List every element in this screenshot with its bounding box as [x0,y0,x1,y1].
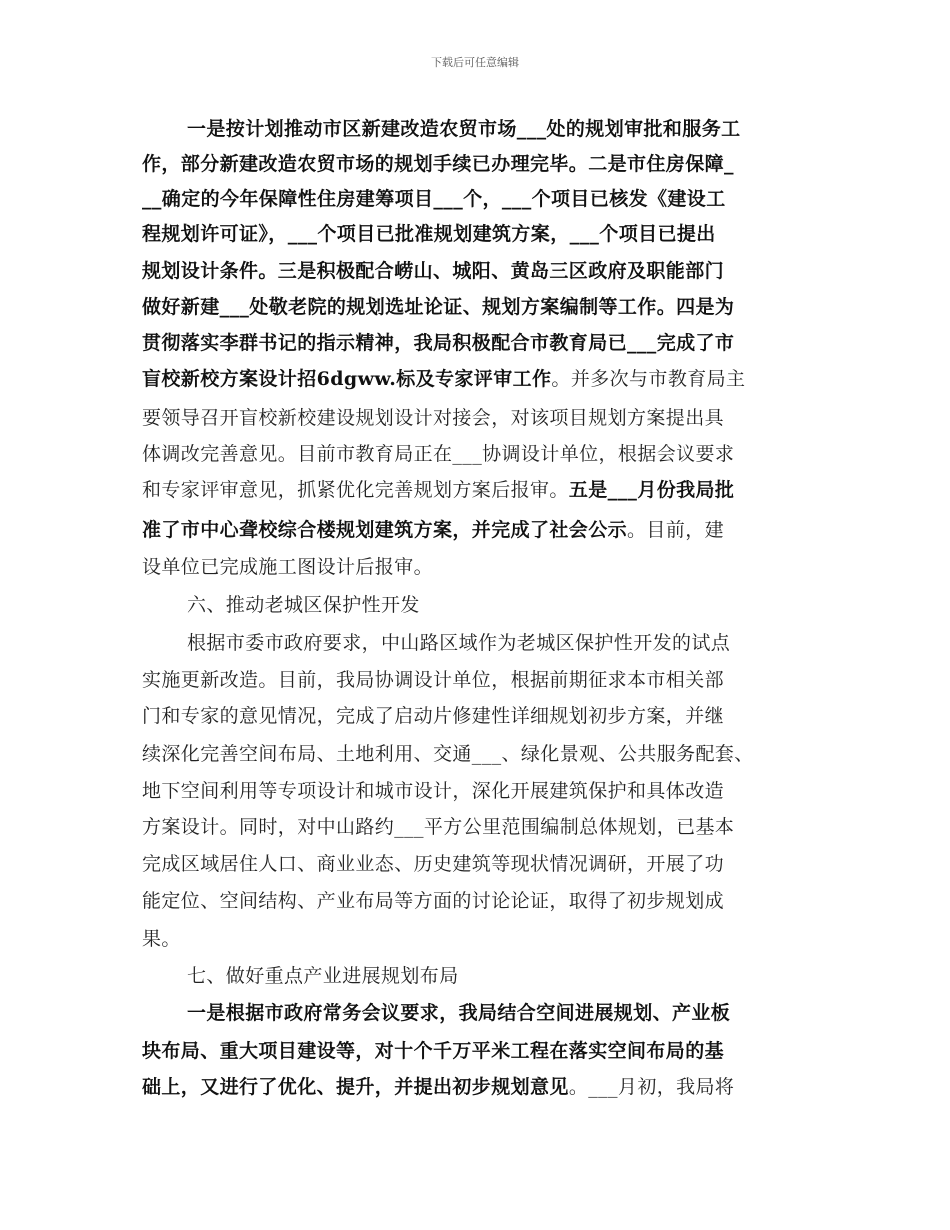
text-line [142,298,734,317]
text-line [142,409,724,428]
text-segment: 一是根据市政府常务会议要求，我局结合空间进展规划、产业板 [187,1002,731,1024]
text-segment: 实施更新改造。目前，我局协调设计单位，根据前期征求本市相关部 [142,669,725,691]
text-segment: 贯彻落实李群书记的指示精神，我局积极配合市教育局已___完成了市 [142,332,735,354]
text-segment: 果。 [142,928,181,950]
text-segment: 和专家评审意见，抓紧优化完善规划方案后报审。 [142,479,569,501]
text-segment: 程规划许可证》，___个项目已批准规划建筑方案，___个项目已提出 [142,223,716,245]
text-segment: 。目前，建 [627,519,725,541]
text-segment: 。并多次与市教育局主 [551,368,746,390]
text-segment: 地下空间利用等专项设计和城市设计，深化开展建筑保护和具体改造 [142,780,725,802]
text-segment: 设单位已完成施工图设计后报审。 [142,556,434,578]
text-line [142,707,724,726]
text-line [142,930,181,949]
text-segment: 体调改完善意见。目前市教育局正在___协调设计单位，根据会议要求 [142,443,735,465]
text-segment: 一是按计划推动市区新建改造农贸市场___处的规划审批和服务工 [187,118,741,140]
text-segment: 能定位、空间结构、产业布局等方面的讨论论证，取得了初步规划成 [142,890,725,912]
text-segment: 规划设计条件。三是积极配合崂山、城阳、黄岛三区政府及职能部门 [142,260,725,282]
text-line [142,262,724,281]
text-line [142,334,734,353]
text-segment: 六、推动老城区保护性开发 [187,594,420,616]
text-line [142,1042,724,1061]
text-line [142,190,726,209]
text-segment: 根据市委市政府要求，中山路区域作为老城区保护性开发的试点 [187,632,731,654]
text-line [187,634,730,653]
text-segment: 门和专家的意见情况，完成了启动片修建性详细规划初步方案，并继 [142,705,725,727]
text-segment: __确定的今年保障性住房建筹项目___个，___个项目已核发《建设工 [142,188,726,210]
text-line [142,671,724,690]
text-segment: 础上，又进行了优化、提升，并提出初步规划意见 [142,1076,569,1098]
text-segment: 续深化完善空间布局、土地利用、交通___、绿化景观、公共服务配套、 [142,743,754,765]
text-segment: 盲校新校方案设计招6dgww.标及专家评审工作 [142,368,552,390]
text-segment: 块布局、重大项目建设等，对十个千万平米工程在落实空间布局的基 [142,1040,725,1062]
text-segment: 准了市中心聋校综合楼规划建筑方案，并完成了社会公示 [142,519,628,541]
text-line [142,892,724,911]
text-segment: 作，部分新建改造农贸市场的规划手续已办理完毕。二是市住房保障_ [142,153,734,175]
text-line [142,155,734,174]
text-segment: 方案设计。同时，对中山路约___平方公里范围编制总体规划，已基本 [142,816,735,838]
text-segment: 完成区域居住人口、商业业态、历史建筑等现状情况调研，开展了功 [142,853,725,875]
text-line [142,370,745,389]
text-line [142,445,734,464]
text-segment: 七、做好重点产业进展规划布局 [187,965,459,987]
text-line [187,120,741,139]
text-segment: 。___月初，我局将 [568,1076,735,1098]
text-line [187,1004,730,1023]
text-segment: 做好新建___处敬老院的规划选址论证、规划方案编制等工作。四是为 [142,296,735,318]
text-line [187,967,459,986]
text-line [142,1078,734,1097]
text-line [142,818,734,837]
text-line [142,521,724,540]
text-segment: 要领导召开盲校新校建设规划设计对接会，对该项目规划方案提出具 [142,407,725,429]
text-line [187,596,420,615]
text-line [142,558,433,577]
page-header-note: 下载后可任意编辑 [431,56,519,69]
text-segment: 五是___月份我局批 [568,479,735,501]
text-line [142,481,734,500]
text-line [142,855,724,874]
text-line [142,225,716,244]
text-line [142,782,724,801]
text-line [142,745,754,764]
